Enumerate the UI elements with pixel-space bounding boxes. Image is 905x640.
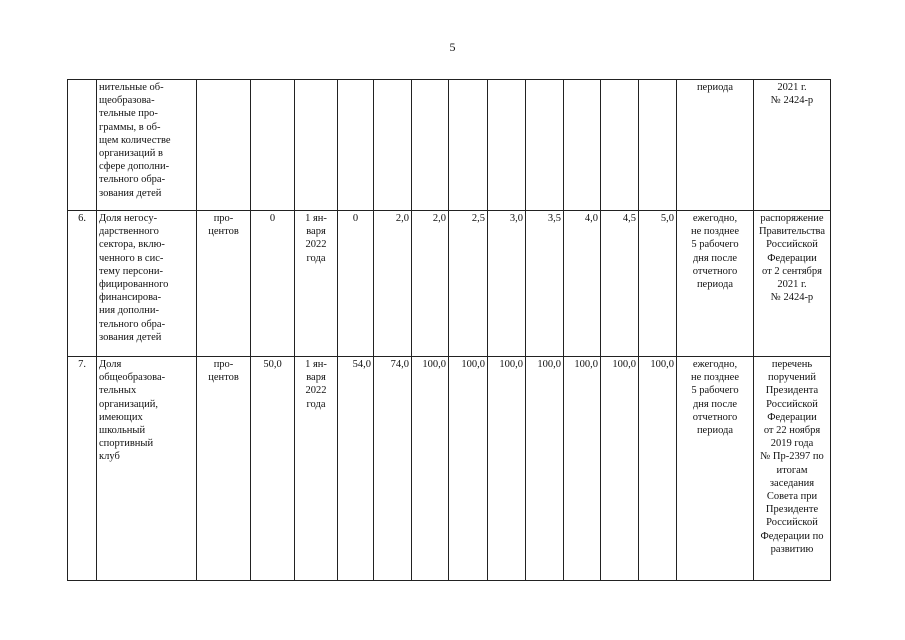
basis-cell: перечень поручений Президента Российской Федерации от 22 ноября 2019 года № Пр-2397 по итогам заседания Совета при Президенте Российской Федерации по развитию xyxy=(754,357,831,581)
frequency-cell: ежегодно, не позднее 5 рабочего дня после отчетного периода xyxy=(677,357,754,581)
value-cell: 0 xyxy=(338,211,374,357)
frequency-cell: ежегодно, не позднее 5 рабочего дня после отчетного периода xyxy=(677,211,754,357)
value-cell: 100,0 xyxy=(564,357,601,581)
indicators-table xyxy=(67,79,831,581)
value-cell: 5,0 xyxy=(639,211,677,357)
basis-cell: 2021 г. № 2424-р xyxy=(754,80,831,211)
value-cell: 100,0 xyxy=(526,357,564,581)
table-row-continuation xyxy=(68,80,831,211)
value-cell: 100,0 xyxy=(449,357,488,581)
value-cell: 100,0 xyxy=(412,357,449,581)
value-cell: 100,0 xyxy=(488,357,526,581)
value-cell: 2,0 xyxy=(374,211,412,357)
unit-cell xyxy=(197,80,251,211)
value-cell xyxy=(338,80,374,211)
value-cell: 100,0 xyxy=(639,357,677,581)
value-cell xyxy=(412,80,449,211)
indicator-name: нительные об- щеобразова- тельные про- граммы, в об- щем количестве организаций в сфере дополни- тельного обра- зования детей xyxy=(97,80,197,211)
base-value-cell: 50,0 xyxy=(251,357,295,581)
value-cell: 4,5 xyxy=(601,211,639,357)
row-number xyxy=(68,80,97,211)
value-cell xyxy=(601,80,639,211)
value-cell: 100,0 xyxy=(601,357,639,581)
indicator-name: Доля негосу- дарственного сектора, вклю- ченного в сис- тему персони- фицированного финансирова- ния дополни- тельного обра- зования детей xyxy=(97,211,197,357)
value-cell xyxy=(526,80,564,211)
basis-cell: распоряжение Правительства Российской Федерации от 2 сентября 2021 г. № 2424-р xyxy=(754,211,831,357)
value-cell xyxy=(488,80,526,211)
value-cell xyxy=(639,80,677,211)
base-date-cell xyxy=(295,80,338,211)
value-cell: 2,0 xyxy=(412,211,449,357)
page-number: 5 xyxy=(449,40,456,54)
value-cell: 3,0 xyxy=(488,211,526,357)
value-cell: 3,5 xyxy=(526,211,564,357)
row-number: 7. xyxy=(68,357,97,581)
value-cell: 4,0 xyxy=(564,211,601,357)
base-value-cell xyxy=(251,80,295,211)
base-date-cell: 1 ян- варя 2022 года xyxy=(295,211,338,357)
indicator-name: Доля общеобразова- тельных организаций, имеющих школьный спортивный клуб xyxy=(97,357,197,581)
row-number: 6. xyxy=(68,211,97,357)
base-value-cell: 0 xyxy=(251,211,295,357)
value-cell xyxy=(449,80,488,211)
value-cell xyxy=(374,80,412,211)
table-row-7 xyxy=(68,357,831,581)
table-row-6 xyxy=(68,211,831,357)
value-cell xyxy=(564,80,601,211)
base-date-cell: 1 ян- варя 2022 года xyxy=(295,357,338,581)
value-cell: 2,5 xyxy=(449,211,488,357)
unit-cell: про- центов xyxy=(197,211,251,357)
value-cell: 74,0 xyxy=(374,357,412,581)
frequency-cell: периода xyxy=(677,80,754,211)
unit-cell: про- центов xyxy=(197,357,251,581)
value-cell: 54,0 xyxy=(338,357,374,581)
